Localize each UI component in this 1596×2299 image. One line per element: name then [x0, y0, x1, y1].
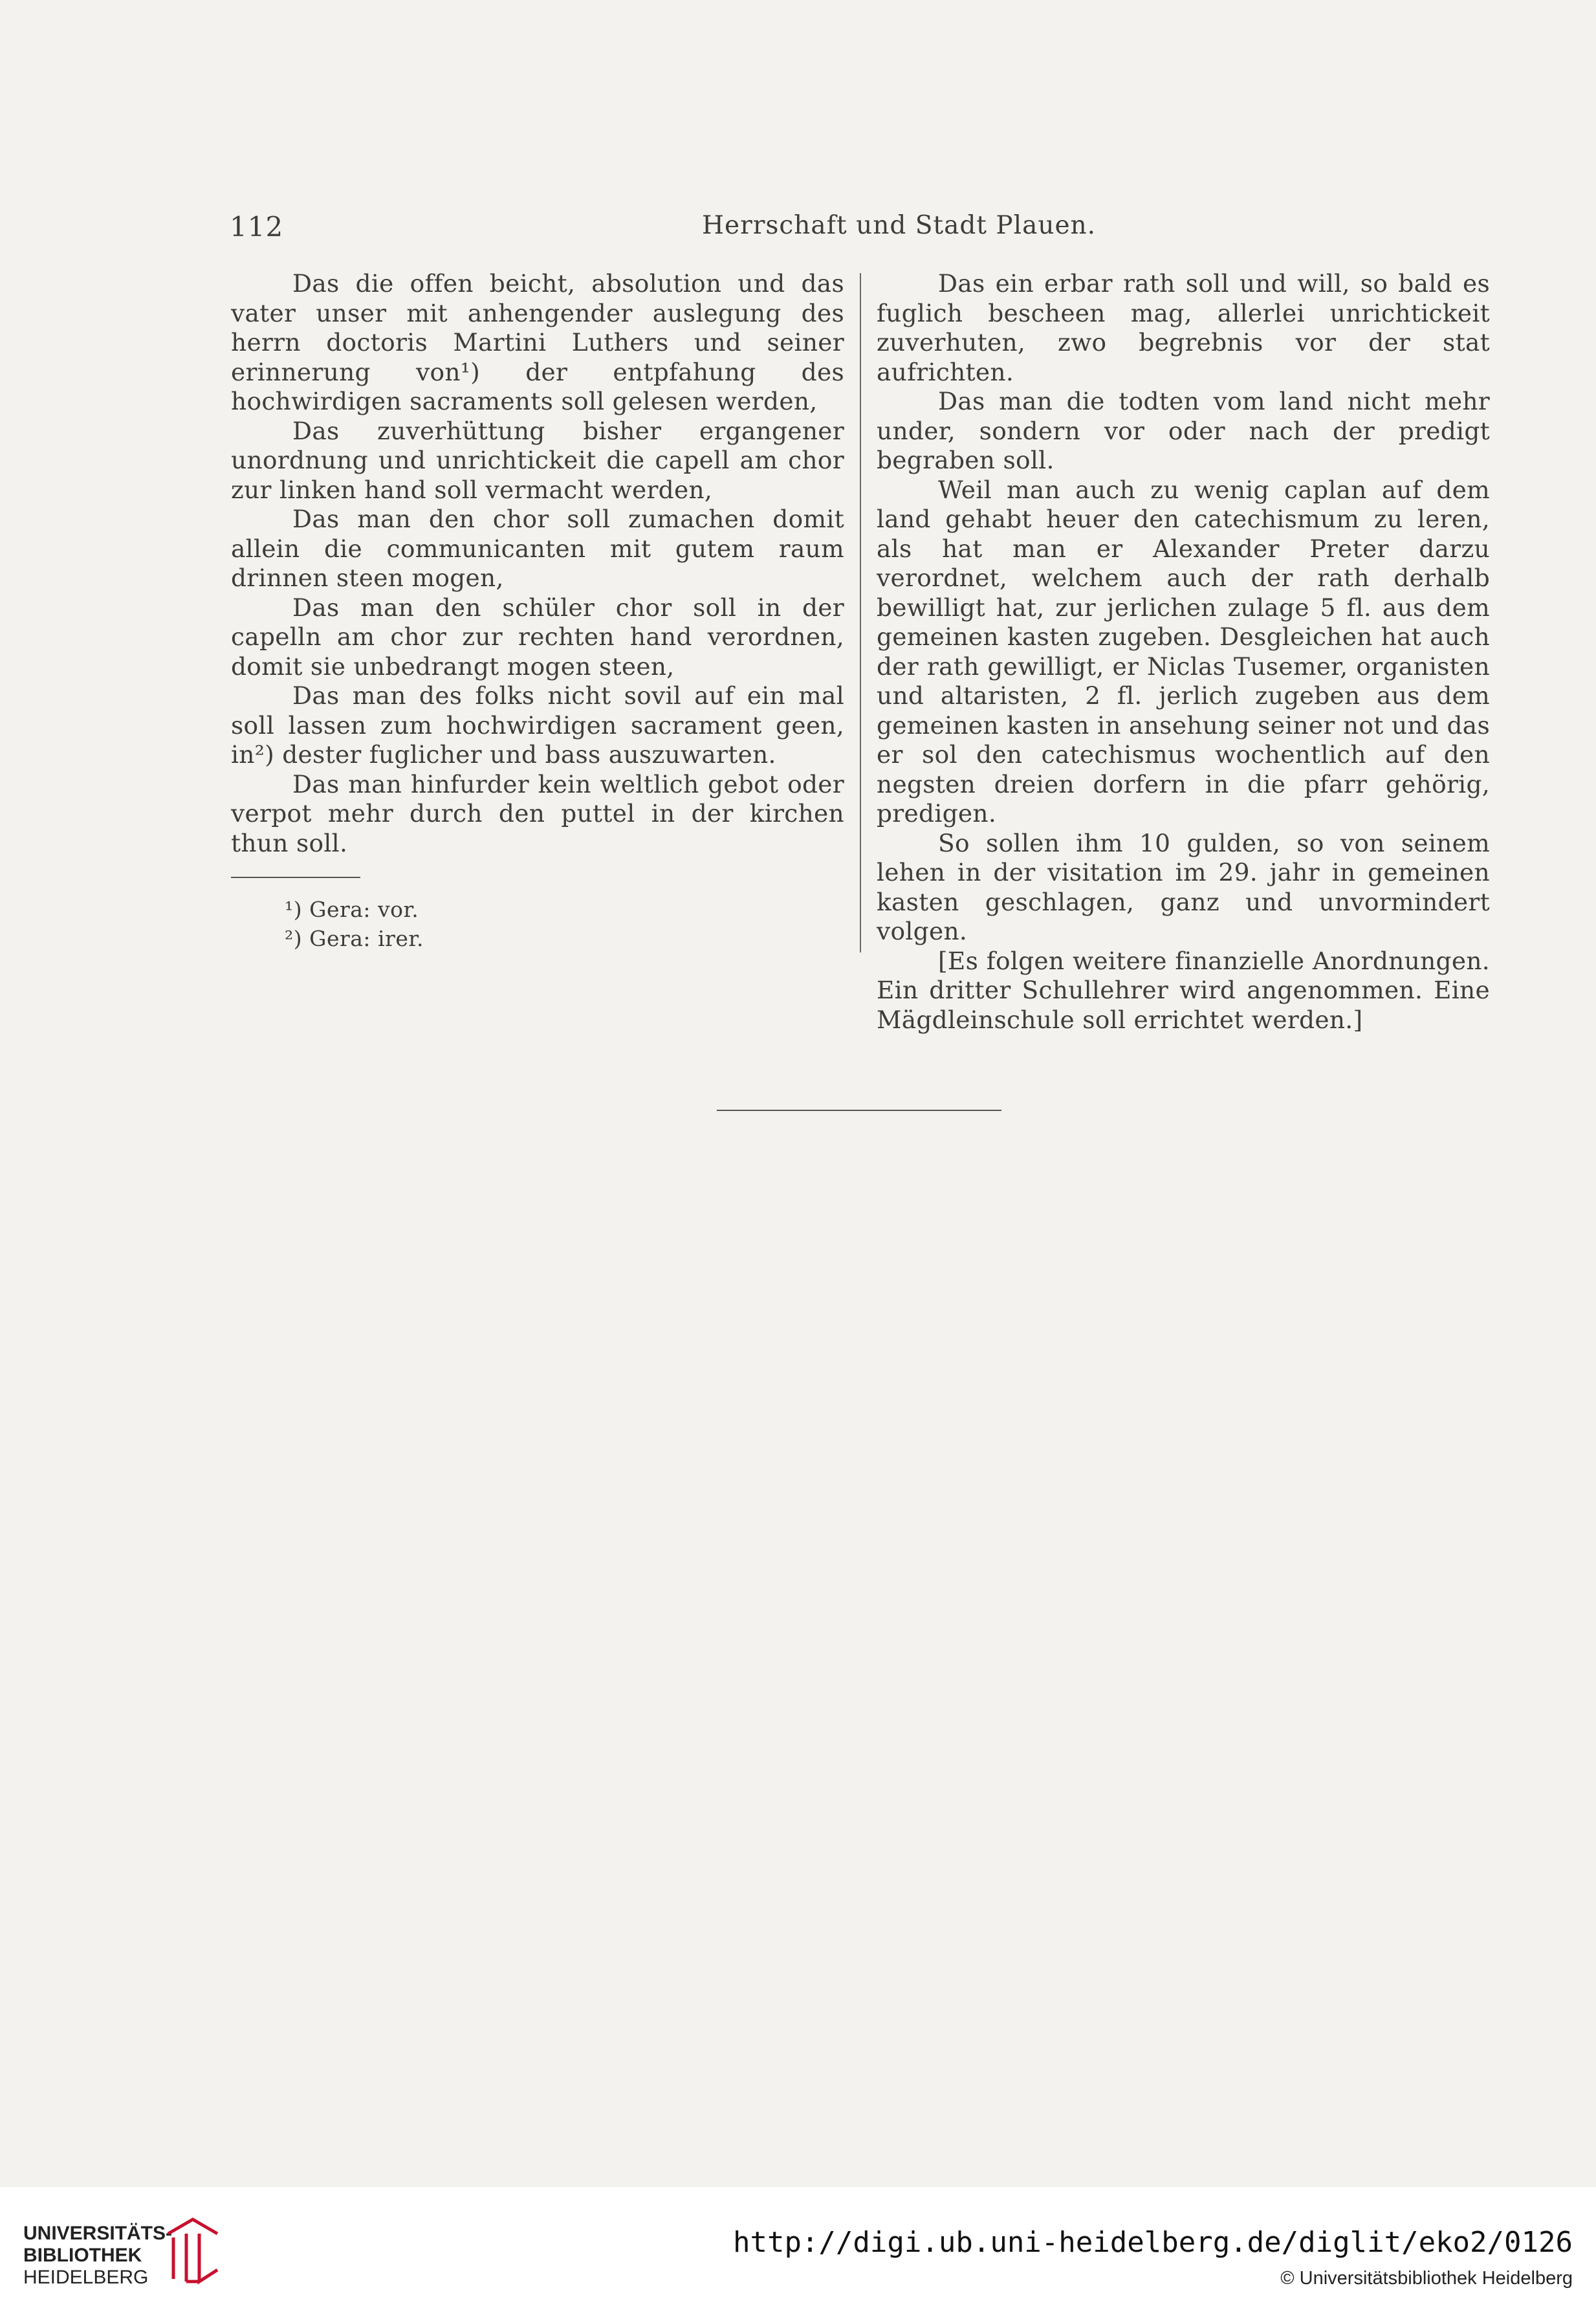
- library-name-line: UNIVERSITÄTS-: [23, 2223, 173, 2244]
- page-number: 112: [230, 211, 284, 243]
- paragraph: Das man des folks nicht sovil auf ein mal soll lassen zum hochwirdigen sacrament geen, in²) dester fuglicher und bass auszuwarten.: [231, 681, 844, 769]
- footnote: ²) Gera: irer.: [285, 926, 424, 951]
- paragraph: Das die offen beicht, absolution und das vater unser mit anhengender auslegung des herrn doctoris Martini Luthers und seiner erinnerung von¹) der entpfahung des hochwirdigen sacraments soll gelesen werden,: [231, 269, 844, 415]
- copyright-notice: © Universitätsbibliothek Heidelberg: [1280, 2268, 1573, 2289]
- library-name-line: BIBLIOTHEK: [23, 2245, 142, 2266]
- paragraph: Das man hinfurder kein weltlich gebot oder verpot mehr durch den puttel in der kirchen thun soll.: [231, 769, 844, 857]
- paragraph: Weil man auch zu wenig caplan auf dem land gehabt heuer den catechismum zu leren, als hat man er Alexander Preter darzu verordnet, welchem auch der rath derhalb bewilligt hat, zur jerlichen zulage 5 fl. aus dem gemeinen kasten zugeben. Desgleichen hat auch der rath gewilligt, er Niclas Tusemer, organisten und altaristen, 2 fl. jerlich zugeben aus dem gemeinen kasten in ansehung seiner not und das er sol den catechismus wochentlich auf den negsten dreien dorfern in die pfarr gehörig, predigen.: [877, 475, 1490, 828]
- paragraph: [Es folgen weitere finanzielle Anordnungen. Ein dritter Schullehrer wird angenommen. Eine Mägdleinschule soll errichtet werden.]: [877, 946, 1490, 1034]
- paragraph: Das zuverhüttung bisher ergangener unordnung und unrichtickeit die capell am chor zur linken hand soll vermacht werden,: [231, 416, 844, 504]
- section-end-rule: [717, 1110, 1001, 1111]
- footer-bar: [0, 2187, 1596, 2299]
- page-header: [230, 211, 1503, 243]
- right-column: [877, 269, 1490, 1035]
- paragraph: Das man den chor soll zumachen domit allein die communicanten mit gutem raum drinnen steen mogen,: [231, 505, 844, 592]
- footnotes: [285, 895, 424, 953]
- column-divider: [860, 273, 861, 952]
- permalink-url[interactable]: http://digi.ub.uni-heidelberg.de/diglit/eko2/0126: [732, 2226, 1573, 2259]
- footnote-rule: [231, 877, 360, 878]
- paragraph: So sollen ihm 10 gulden, so von seinem lehen in der visitation im 29. jahr in gemeinen kasten geschlagen, ganz und unvormindert volgen.: [877, 828, 1490, 945]
- running-title: Herrschaft und Stadt Plauen.: [702, 211, 1097, 240]
- paragraph: Das ein erbar rath soll und will, so bald es fuglich bescheen mag, allerlei unrichtickeit zuverhuten, zwo begrebnis vor der stat aufrichten.: [877, 269, 1490, 386]
- paragraph: Das man den schüler chor soll in der capelln am chor zur rechten hand verordnen, domit sie unbedrangt mogen steen,: [231, 593, 844, 681]
- footnote: ¹) Gera: vor.: [285, 897, 419, 922]
- left-column: [231, 269, 844, 858]
- library-logo-icon: [162, 2214, 224, 2285]
- paragraph: Das man die todten vom land nicht mehr under, sondern vor oder nach der predigt begraben soll.: [877, 387, 1490, 474]
- library-name-line: HEIDELBERG: [23, 2267, 149, 2288]
- library-logo-text: [23, 2223, 172, 2289]
